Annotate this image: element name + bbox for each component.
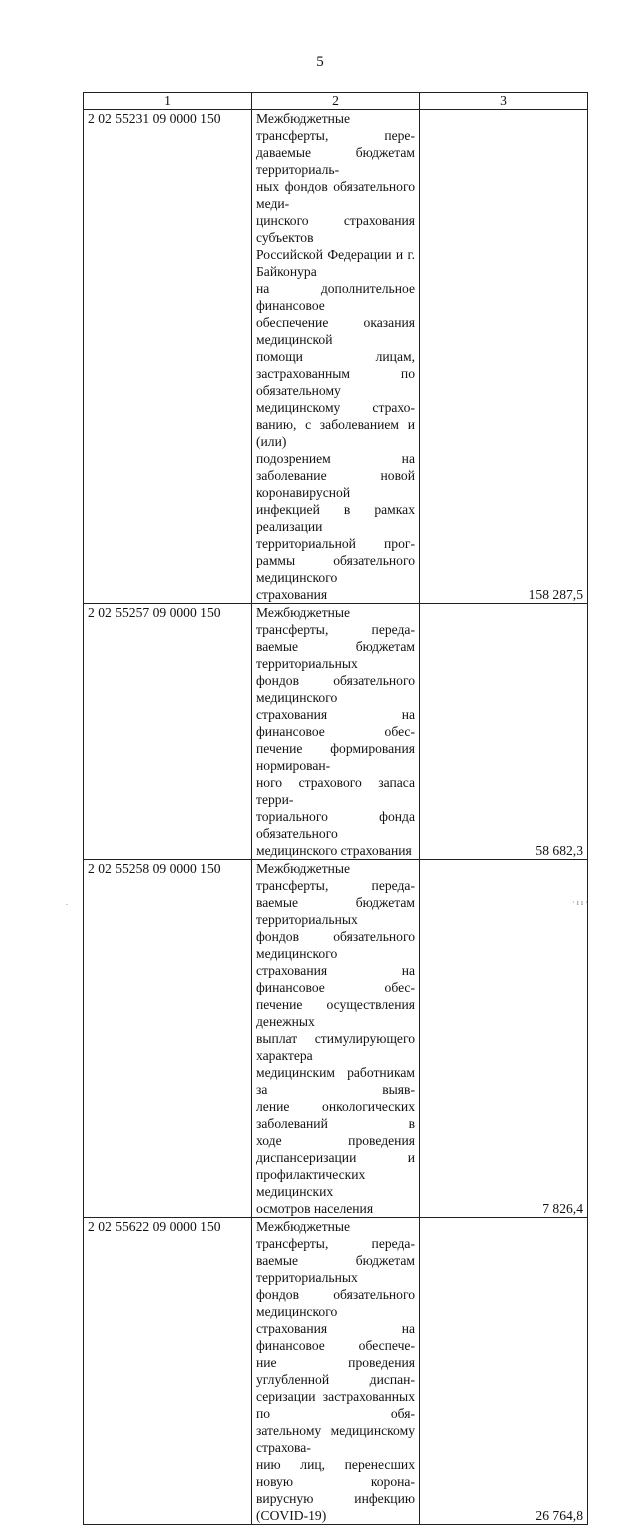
description-line: Межбюджетные трансферты, пере- xyxy=(256,111,415,143)
description-line: фондов обязательного медицинского xyxy=(256,673,415,705)
table-row xyxy=(84,604,588,860)
header-cell-3: 3 xyxy=(420,93,588,110)
table-row xyxy=(84,860,588,1218)
description-line: осмотров населения xyxy=(256,1201,374,1216)
budget-code-cell: 2 02 55258 09 0000 150 xyxy=(84,860,252,1218)
scan-mark-right: · ı ı · xyxy=(572,898,588,907)
description-line: профилактических медицинских xyxy=(256,1167,366,1199)
amount-cell: 7 826,4 xyxy=(420,860,588,1218)
description-line: страхования на финансовое обеспече- xyxy=(256,1321,415,1353)
page-number: 5 xyxy=(316,54,324,70)
description-line: зательному медицинскому страхова- xyxy=(256,1423,415,1455)
amount-cell: 158 287,5 xyxy=(420,110,588,604)
description-line: ных фондов обязательного меди- xyxy=(256,179,415,211)
description-line: серизации застрахованных по обя- xyxy=(256,1389,415,1421)
description-line: цинского страхования субъектов xyxy=(256,213,415,245)
description-line: ванию, с заболеванием и (или) xyxy=(256,417,415,449)
description-line: вирусную инфекцию (COVID-19) xyxy=(256,1491,415,1523)
description-line: выплат стимулирующего характера xyxy=(256,1031,415,1063)
description-line: страхования xyxy=(256,587,328,602)
scan-mark-left: . xyxy=(66,898,68,907)
description-line: ваемые бюджетам территориальных xyxy=(256,895,415,927)
description-line: медицинским работникам за выяв- xyxy=(256,1065,415,1097)
description-line: ваемые бюджетам территориальных xyxy=(256,1253,415,1285)
description-line: фондов обязательного медицинского xyxy=(256,1287,415,1319)
header-cell-1: 1 xyxy=(84,93,252,110)
description-line: печение формирования нормирован- xyxy=(256,741,415,773)
description-line: обеспечение оказания медицинской xyxy=(256,315,415,347)
table-body xyxy=(84,110,588,1525)
description-line: подозрением на заболевание новой xyxy=(256,451,415,483)
description-line: печение осуществления денежных xyxy=(256,997,415,1029)
description-line: Российской Федерации и г. Байконура xyxy=(256,247,415,279)
description-line: ходе проведения диспансеризации и xyxy=(256,1133,415,1165)
description-line: медицинского страхования xyxy=(256,843,412,858)
description-line: страхования на финансовое обес- xyxy=(256,963,415,995)
description-cell xyxy=(252,110,420,604)
description-line: Межбюджетные трансферты, переда- xyxy=(256,1219,415,1251)
description-line: Межбюджетные трансферты, переда- xyxy=(256,605,415,637)
budget-table xyxy=(83,92,588,1525)
description-line: ториального фонда обязательного xyxy=(256,809,415,841)
description-line: на дополнительное финансовое xyxy=(256,281,415,313)
header-cell-2: 2 xyxy=(252,93,420,110)
description-line: реализации территориальной прог- xyxy=(256,519,415,551)
table-row xyxy=(84,110,588,604)
description-line: нию лиц, перенесших новую корона- xyxy=(256,1457,415,1489)
budget-code-cell: 2 02 55231 09 0000 150 xyxy=(84,110,252,604)
description-line: Межбюджетные трансферты, переда- xyxy=(256,861,415,893)
description-line: ваемые бюджетам территориальных xyxy=(256,639,415,671)
table-header-row xyxy=(84,93,588,110)
budget-code-cell: 2 02 55257 09 0000 150 xyxy=(84,604,252,860)
description-line: помощи лицам, застрахованным по xyxy=(256,349,415,381)
description-line: ление онкологических заболеваний в xyxy=(256,1099,415,1131)
description-line: ного страхового запаса терри- xyxy=(256,775,415,807)
description-line: даваемые бюджетам территориаль- xyxy=(256,145,415,177)
budget-code-cell: 2 02 55622 09 0000 150 xyxy=(84,1218,252,1525)
description-cell xyxy=(252,604,420,860)
amount-cell: 58 682,3 xyxy=(420,604,588,860)
amount-cell: 26 764,8 xyxy=(420,1218,588,1525)
description-line: обязательному медицинскому страхо- xyxy=(256,383,415,415)
description-line: ние проведения углубленной диспан- xyxy=(256,1355,415,1387)
description-cell xyxy=(252,1218,420,1525)
description-line: страхования на финансовое обес- xyxy=(256,707,415,739)
description-line: коронавирусной инфекцией в рамках xyxy=(256,485,415,517)
table-row xyxy=(84,1218,588,1525)
description-line: раммы обязательного медицинского xyxy=(256,553,415,585)
description-line: фондов обязательного медицинского xyxy=(256,929,415,961)
description-cell xyxy=(252,860,420,1218)
